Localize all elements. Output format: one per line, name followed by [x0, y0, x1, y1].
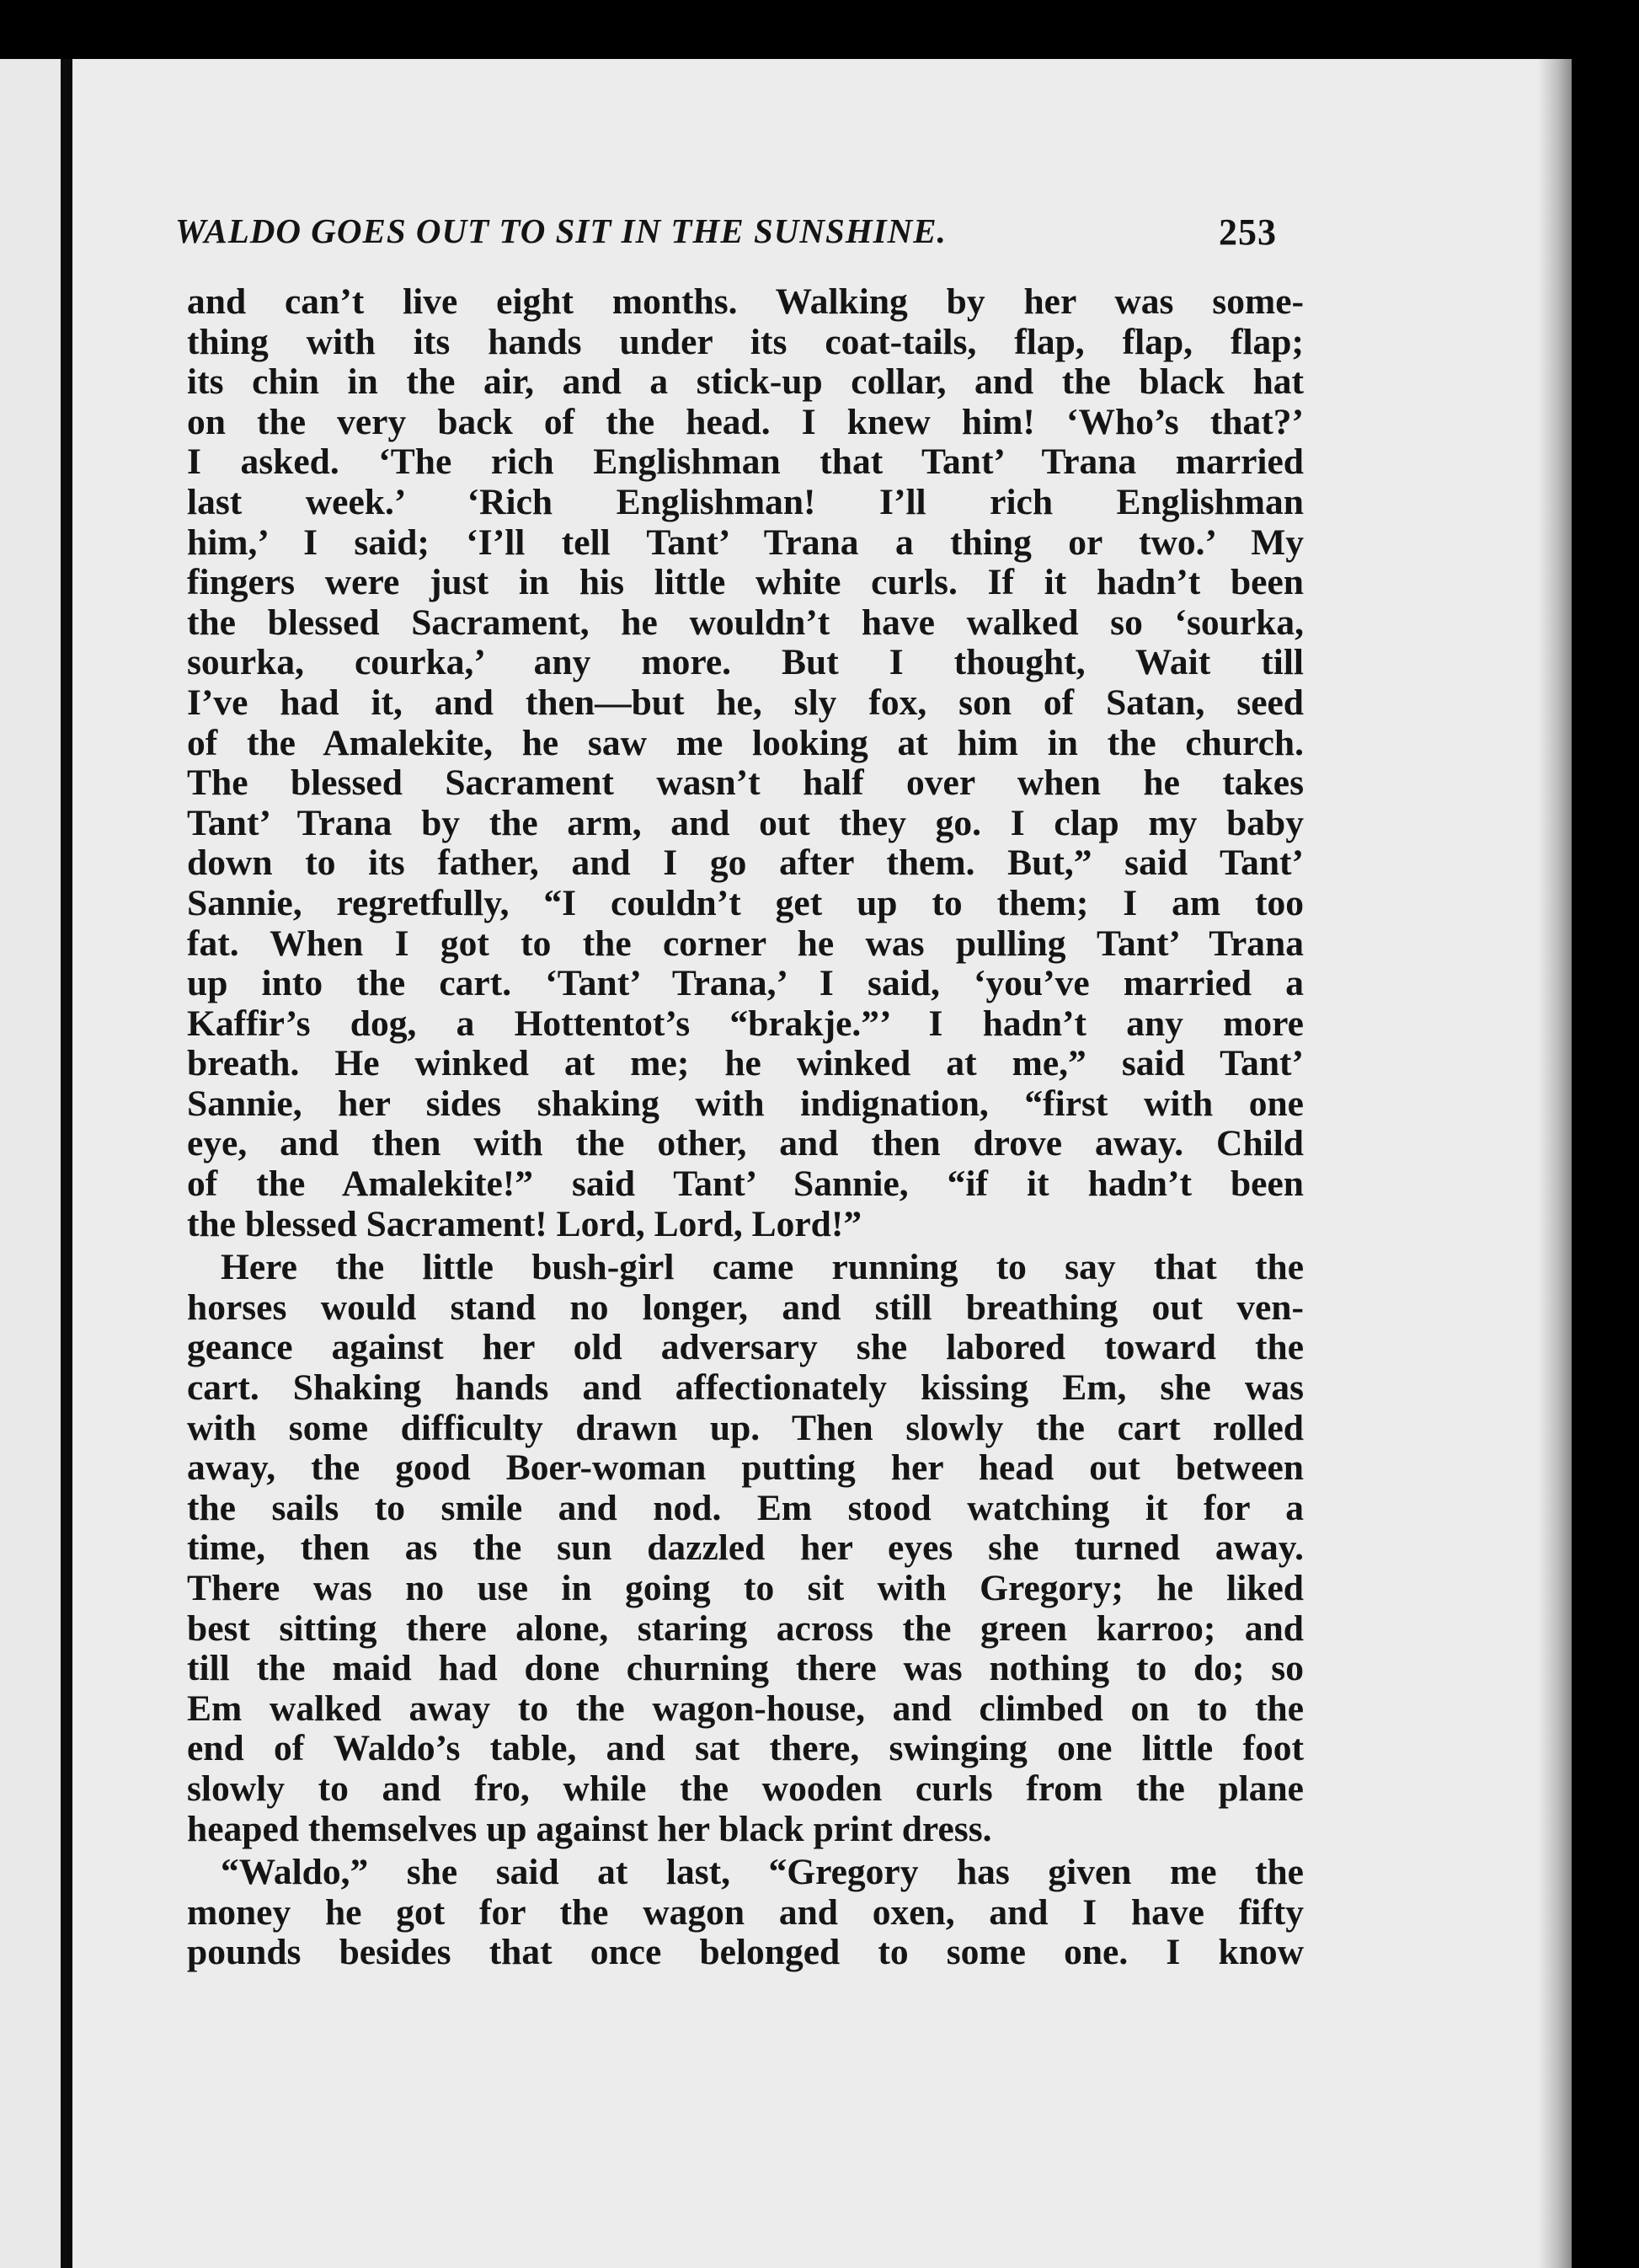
text-line: down to its father, and I go after them. But,” said Tant’ [187, 842, 1304, 884]
text-line: the blessed Sacrament! Lord, Lord, Lord!” [187, 1203, 862, 1244]
text-line: geance against her old adversary she labored toward the [187, 1327, 1304, 1368]
text-line: and can’t live eight months. Walking by her was some- [187, 281, 1304, 322]
text-line: Kaffir’s dog, a Hottentot’s “brakje.”’ I hadn’t any more [187, 1003, 1304, 1044]
text-line: of the Amalekite!” said Tant’ Sannie, “if it hadn’t been [187, 1163, 1304, 1205]
text-line: There was no use in going to sit with Gregory; he liked [187, 1568, 1304, 1608]
text-line: Sannie, her sides shaking with indignation, “first with one [187, 1083, 1304, 1124]
text-line: time, then as the sun dazzled her eyes she turned away. [187, 1527, 1304, 1569]
text-line: cart. Shaking hands and affectionately kissing Em, she was [187, 1367, 1304, 1409]
text-line: of the Amalekite, he saw me looking at him in the church. [187, 722, 1304, 763]
text-line: till the maid had done churning there was nothing to do; so [187, 1648, 1304, 1689]
text-line: sourka, courka,’ any more. But I thought, Wait till [187, 642, 1304, 683]
text-line: Here the little bush-girl came running to say that the [221, 1247, 1304, 1288]
text-line: the blessed Sacrament, he wouldn’t have walked so ‘sourka, [187, 602, 1304, 643]
text-line: “Waldo,” she said at last, “Gregory has given me the [221, 1852, 1304, 1893]
paragraph-container [187, 282, 1304, 1973]
text-line: breath. He winked at me; he winked at me,” said Tant’ [187, 1043, 1304, 1084]
text-line: on the very back of the head. I knew him! ‘Who’s that?’ [187, 401, 1304, 442]
text-line: fat. When I got to the corner he was pulling Tant’ Trana [187, 923, 1304, 964]
running-head: WALDO GOES OUT TO SIT IN THE SUNSHINE. [175, 211, 947, 250]
text-line: Em walked away to the wagon-house, and climbed on to the [187, 1688, 1304, 1729]
text-line: best sitting there alone, staring across the green karroo; and [187, 1607, 1304, 1649]
text-line: with some difficulty drawn up. Then slowly the cart rolled [187, 1407, 1304, 1448]
page-edge-shadow [1538, 59, 1572, 2268]
text-line: Tant’ Trana by the arm, and out they go. I clap my baby [187, 802, 1304, 843]
text-line: pounds besides that once belonged to some one. I know [187, 1932, 1304, 1973]
text-line: horses would stand no longer, and still breathing out ven- [187, 1286, 1304, 1328]
text-line: slowly to and fro, while the wooden curls from the plane [187, 1768, 1304, 1809]
facing-page-edge [0, 59, 61, 2268]
text-line: the sails to smile and nod. Em stood watching it for a [187, 1487, 1304, 1528]
body-text [187, 282, 1304, 1973]
text-line: I asked. ‘The rich Englishman that Tant’ Trana married [187, 441, 1304, 483]
text-line: him,’ I said; ‘I’ll tell Tant’ Trana a thing or two.’ My [187, 522, 1304, 563]
text-line: Sannie, regretfully, “I couldn’t get up to them; I am too [187, 882, 1304, 923]
text-line: fingers were just in his little white curls. If it hadn’t been [187, 562, 1304, 603]
text-line: I’ve had it, and then—but he, sly fox, son of Satan, seed [187, 682, 1304, 723]
text-line: up into the cart. ‘Tant’ Trana,’ I said, ‘you’ve married a [187, 963, 1304, 1004]
text-line: its chin in the air, and a stick-up collar, and the black hat [187, 361, 1304, 403]
text-line: money he got for the wagon and oxen, and I have fifty [187, 1891, 1304, 1933]
text-line: The blessed Sacrament wasn’t half over when he takes [187, 762, 1304, 804]
text-line: thing with its hands under its coat-tails, flap, flap, flap; [187, 321, 1304, 362]
text-line: last week.’ ‘Rich Englishman! I’ll rich Englishman [187, 481, 1304, 522]
page-header [175, 211, 1277, 261]
text-line: eye, and then with the other, and then drove away. Child [187, 1123, 1304, 1164]
page-number: 253 [1219, 211, 1277, 253]
text-line: away, the good Boer-woman putting her head out between [187, 1447, 1304, 1489]
text-line: heaped themselves up against her black print dress. [187, 1808, 992, 1849]
text-line: end of Waldo’s table, and sat there, swinging one little foot [187, 1728, 1304, 1769]
book-gutter [61, 59, 72, 2268]
